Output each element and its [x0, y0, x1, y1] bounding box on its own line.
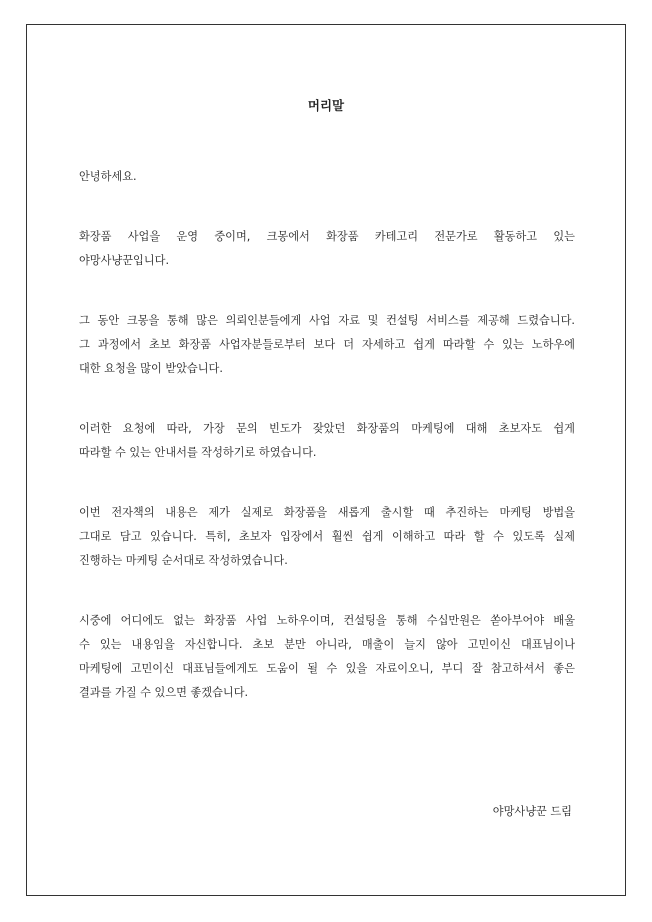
text-line: 그 동안 크몽을 통해 많은 의뢰인분들에게 사업 자료 및 컨설팅 서비스를 제공해 드렸습니다. [79, 314, 575, 327]
text-line: 이번 전자책의 내용은 제가 실제로 화장품을 새롭게 출시할 때 추진하는 마케팅 방법을 [79, 506, 575, 519]
paragraph-content [79, 501, 575, 573]
text-line: 안녕하세요. [79, 170, 137, 183]
text-line: 대한 요청을 많이 받았습니다. [79, 362, 223, 375]
signature: 야망사냥꾼 드림 [492, 805, 572, 818]
page-title: 머리말 [307, 98, 345, 113]
paragraph-introduction [79, 225, 575, 273]
text-line: 마케팅에 고민이신 대표님들에게도 도움이 될 수 있을 자료이오니, 부디 잘 참고하셔서 좋은 [79, 662, 575, 675]
text-line: 야망사냥꾼입니다. [79, 254, 170, 267]
text-line: 그대로 담고 있습니다. 특히, 초보자 입장에서 훨씬 쉽게 이해하고 따라 할 수 있도록 실제 [79, 530, 575, 543]
text-line: 시중에 어디에도 없는 화장품 사업 노하우이며, 컨설팅을 통해 수십만원은 쏟아부어야 배울 [79, 614, 575, 627]
text-line: 이러한 요청에 따라, 가장 문의 빈도가 잦았던 화장품의 마케팅에 대해 초보자도 쉽게 [79, 422, 575, 435]
paragraph-purpose [79, 417, 575, 465]
document-body [79, 165, 575, 741]
text-line: 따라할 수 있는 안내서를 작성하기로 하였습니다. [79, 446, 317, 459]
text-line: 진행하는 마케팅 순서대로 작성하였습니다. [79, 554, 288, 567]
paragraph-greeting [79, 165, 575, 189]
text-line: 화장품 사업을 운영 중이며, 크몽에서 화장품 카테고리 전문가로 활동하고 있는 [79, 230, 575, 243]
text-line: 그 과정에서 초보 화장품 사업자분들로부터 보다 더 자세하고 쉽게 따라할 수 있는 노하우에 [79, 338, 575, 351]
paragraph-closing [79, 609, 575, 705]
text-line: 결과를 가질 수 있으면 좋겠습니다. [79, 686, 249, 699]
paragraph-background [79, 309, 575, 381]
text-line: 수 있는 내용임을 자신합니다. 초보 분만 아니라, 매출이 늘지 않아 고민이신 대표님이나 [79, 638, 575, 651]
